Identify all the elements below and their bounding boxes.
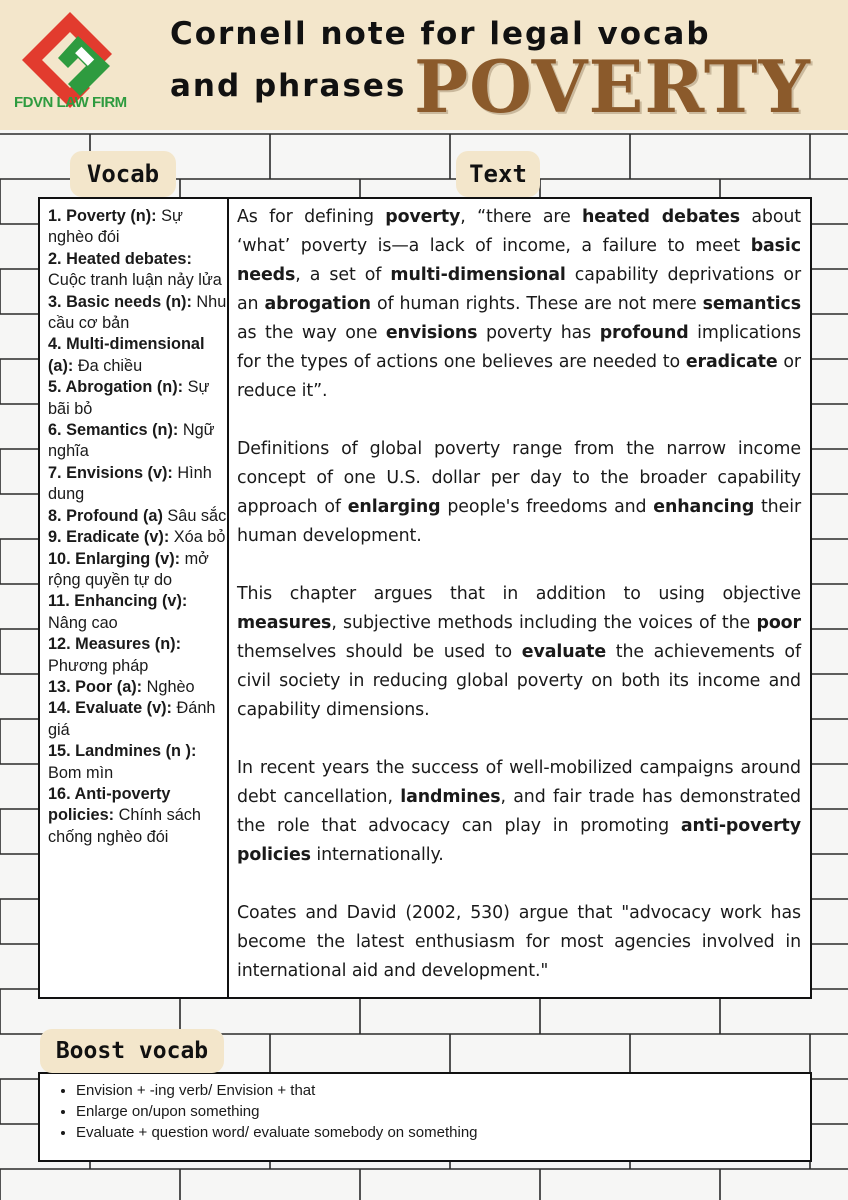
text-heading: Text xyxy=(456,151,540,197)
highlighted-term: landmines xyxy=(400,787,501,807)
text-segment: , “there are xyxy=(460,207,583,227)
highlighted-term: enlarging xyxy=(347,497,441,517)
boost-list xyxy=(40,1074,810,1143)
text-segment: themselves should be used to xyxy=(237,642,522,662)
text-segment: the achievements of civil society in reducing global poverty on both its income and capability dimensions. xyxy=(237,642,801,720)
text-segment: This chapter argues that in addition to using objective xyxy=(237,584,801,604)
text-segment: their human development. xyxy=(237,497,801,546)
vocab-item xyxy=(48,463,227,506)
vocab-item xyxy=(48,377,227,420)
text-segment: Definitions of global poverty range from the narrow income concept of one U.S. dollar per day to the broader capability approach of xyxy=(237,439,801,517)
title-poverty: POVERTY xyxy=(414,44,811,129)
text-segment: implications for the types of actions one believes are needed to xyxy=(237,323,801,372)
vocab-meaning: Nghèo xyxy=(146,677,195,696)
highlighted-term: multi-dimensional xyxy=(390,265,566,285)
text-paragraph-4 xyxy=(237,754,801,870)
text-segment: of human rights. These are not mere xyxy=(370,294,703,314)
vocab-meaning: Nhu cầu cơ bản xyxy=(48,292,227,333)
vocab-item xyxy=(48,206,227,249)
text-segment: about ‘what’ poverty is—a lack of income, a failure to meet xyxy=(237,207,801,256)
vocab-term: 16. Anti-poverty policies: xyxy=(48,784,171,825)
boost-item: • Evaluate + question word/ evaluate somebody on something xyxy=(76,1122,810,1143)
vocab-item xyxy=(48,784,227,848)
vocab-term: 4. Multi-dimensional (a): xyxy=(48,335,205,375)
text-paragraph-3 xyxy=(237,580,801,725)
header-banner xyxy=(0,0,848,130)
boost-item: • Envision + -ing verb/ Envision + that xyxy=(76,1080,810,1101)
vocab-term: 2. Heated debates: xyxy=(48,249,192,268)
vocab-heading: Vocab xyxy=(70,151,176,197)
vocab-meaning: Sự nghèo đói xyxy=(48,207,183,247)
vocab-item xyxy=(48,677,227,698)
vocab-item xyxy=(48,634,227,677)
vocab-meaning: Đa chiều xyxy=(77,356,143,375)
vocab-column xyxy=(40,199,229,997)
vocab-term: 14. Evaluate (v): xyxy=(48,699,172,718)
vocab-item xyxy=(48,549,227,592)
boost-vocab-box xyxy=(38,1072,812,1162)
highlighted-term: heated debates xyxy=(582,207,740,227)
vocab-term: 13. Poor (a): xyxy=(48,677,143,696)
vocab-meaning: Hình dung xyxy=(48,463,212,504)
highlighted-term: evaluate xyxy=(521,642,607,662)
vocab-item xyxy=(48,334,227,377)
logo-text: FDVN LAW FIRM xyxy=(14,94,127,111)
text-segment: people's freedoms and xyxy=(440,497,654,517)
text-segment: In recent years the success of well-mobilized campaigns around debt cancellation, xyxy=(237,758,801,807)
vocab-item xyxy=(48,249,227,292)
text-segment: As for defining xyxy=(237,207,386,227)
vocab-term: 6. Semantics (n): xyxy=(48,421,179,440)
vocab-item xyxy=(48,527,227,548)
vocab-term: 9. Eradicate (v): xyxy=(48,528,170,547)
vocab-meaning: Chính sách chống nghèo đói xyxy=(48,806,201,846)
vocab-term: 7. Envisions (v): xyxy=(48,463,173,482)
vocab-term: 3. Basic needs (n): xyxy=(48,292,192,311)
text-paragraph-2 xyxy=(237,435,801,551)
vocab-meaning: Nâng cao xyxy=(48,613,118,632)
vocab-term: 12. Measures (n): xyxy=(48,635,182,654)
text-segment: capability deprivations or an xyxy=(237,265,801,314)
title-line-1: Cornell note for legal vocab xyxy=(170,16,711,52)
highlighted-term: profound xyxy=(599,323,689,343)
vocab-term: 10. Enlarging (v): xyxy=(48,549,181,568)
highlighted-term: anti-poverty policies xyxy=(237,816,801,865)
highlighted-term: envisions xyxy=(385,323,478,343)
vocab-item xyxy=(48,292,227,335)
boost-vocab-heading: Boost vocab xyxy=(40,1029,224,1073)
vocab-meaning: Sự bãi bỏ xyxy=(48,378,210,418)
vocab-item xyxy=(48,741,227,784)
vocab-item xyxy=(48,698,227,741)
text-paragraph-5: Coates and David (2002, 530) argue that "advocacy work has become the latest enthusiasm for most agencies involved in international aid and development." xyxy=(237,903,801,981)
highlighted-term: poverty xyxy=(385,207,461,227)
vocab-meaning: Phương pháp xyxy=(48,656,149,675)
vocab-term: 8. Profound (a) xyxy=(48,506,163,525)
text-segment: poverty has xyxy=(477,323,600,343)
text-segment: , subjective methods including the voices of the xyxy=(331,613,757,633)
vocab-meaning: mở rộng quyền tự do xyxy=(48,549,209,589)
text-paragraph-1 xyxy=(237,203,801,406)
vocab-meaning: Xóa bỏ xyxy=(173,528,226,547)
text-segment: or reduce it”. xyxy=(237,352,801,401)
title-line-2: and phrases xyxy=(170,68,407,104)
text-segment: , and fair trade has demonstrated the role that advocacy can play in promoting xyxy=(237,787,801,836)
vocab-meaning: Sâu sắc xyxy=(167,506,227,525)
text-column xyxy=(237,203,801,1015)
vocab-term: 11. Enhancing (v): xyxy=(48,592,188,611)
vocab-meaning: Ngữ nghĩa xyxy=(48,421,215,461)
text-segment: as the way one xyxy=(237,323,386,343)
vocab-item xyxy=(48,420,227,463)
vocab-term: 5. Abrogation (n): xyxy=(48,378,184,397)
highlighted-term: measures xyxy=(237,613,332,633)
vocab-item xyxy=(48,591,227,634)
highlighted-term: semantics xyxy=(702,294,801,314)
cornell-note-box xyxy=(38,197,812,999)
highlighted-term: poor xyxy=(756,613,801,633)
vocab-meaning: Bom mìn xyxy=(48,763,114,782)
highlighted-term: abrogation xyxy=(264,294,371,314)
highlighted-term: enhancing xyxy=(653,497,755,517)
highlighted-term: basic needs xyxy=(237,236,801,285)
highlighted-term: eradicate xyxy=(685,352,778,372)
vocab-item xyxy=(48,506,227,527)
text-segment: , a set of xyxy=(295,265,391,285)
text-segment: internationally. xyxy=(310,845,444,865)
boost-item: • Enlarge on/upon something xyxy=(76,1101,810,1122)
vocab-term: 15. Landmines (n ): xyxy=(48,742,197,761)
vocab-term: 1. Poverty (n): xyxy=(48,207,157,225)
vocab-meaning: Cuộc tranh luận nảy lửa xyxy=(48,271,222,290)
vocab-meaning: Đánh giá xyxy=(48,699,216,739)
